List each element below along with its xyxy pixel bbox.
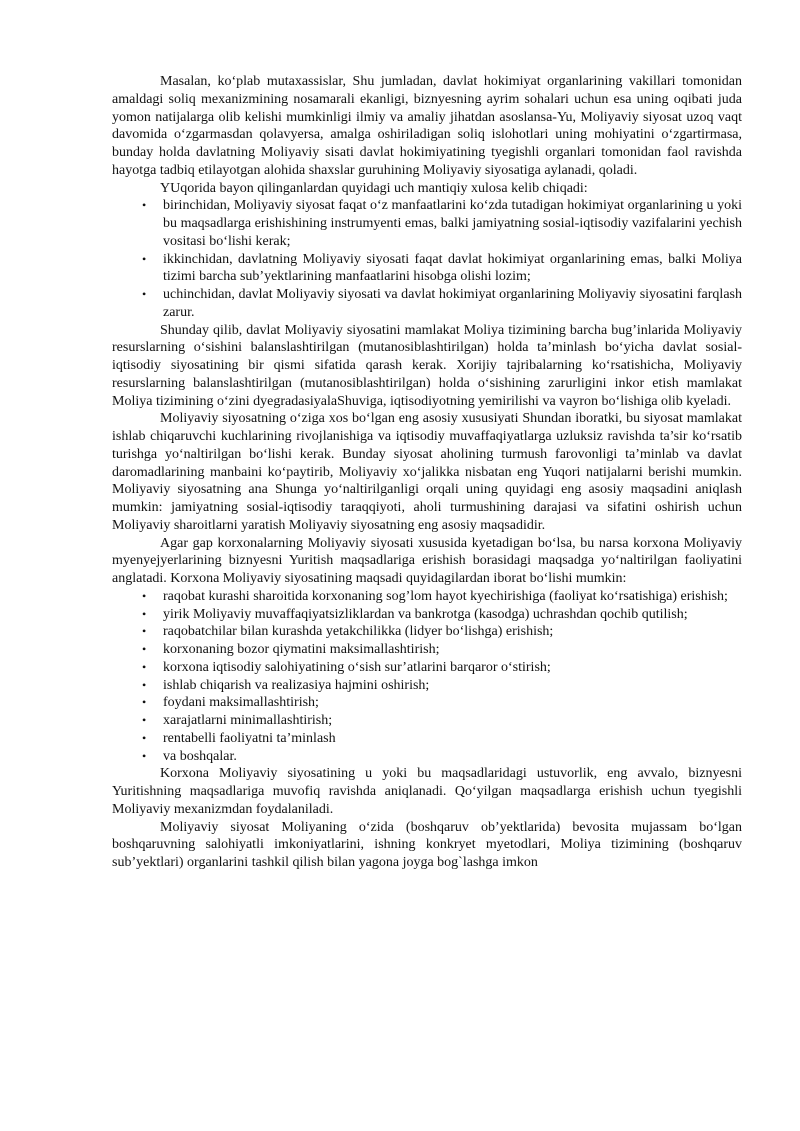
list-item-text: rentabelli faoliyatni ta’minlash bbox=[163, 730, 336, 746]
list-item bbox=[112, 251, 742, 287]
bullet-icon: • bbox=[142, 642, 147, 656]
bullet-icon: • bbox=[142, 730, 147, 745]
list-item-text: uchinchidan, davlat Moliyaviy siyosati va davlat hokimiyat organlarining Moliyaviy siyosatini farqlash zarur. bbox=[163, 287, 742, 320]
list-item-text: korxona iqtisodiy salohiyatining o‘sish sur’atlarini barqaror o‘stirish; bbox=[163, 659, 551, 675]
bullet-icon: • bbox=[142, 251, 147, 266]
list-item-text: foydani maksimallashtirish; bbox=[163, 695, 319, 711]
bullet-icon: • bbox=[142, 677, 147, 692]
list-item bbox=[112, 659, 742, 677]
list-item bbox=[112, 641, 742, 659]
list-item-text: raqobatchilar bilan kurashda yetakchilikka (lidyer bo‘lishga) erishish; bbox=[163, 624, 554, 640]
paragraph: YUqorida bayon qilinganlardan quyidagi uch mantiqiy xulosa kelib chiqadi: bbox=[160, 180, 588, 196]
list-item-text: raqobat kurashi sharoitida korxonaning sog’lom hayot kyechirishiga (faoliyat ko‘rsatishiga) erishish; bbox=[163, 588, 728, 604]
bullet-icon: • bbox=[142, 198, 147, 213]
paragraph: Masalan, ko‘plab mutaxassislar, Shu jumladan, davlat hokimiyat organlarining vakillari tomonidan amaldagi soliq mexanizmining nosamarali ekanligi, biznyesning ayrim sohalari uchun esa uning oqibati juda yomon natijalarga olib kelishi mumkinligi ilmiy va amaliy jihatdan asoslansa-Yu, Moliyaviy siyosat uzoq vaqt davomida o‘zgarmasdan qolavyersa, amalga oshiriladigan soliq islohotlari uning mohiyatini o‘zgartirmasa, bunday holda davlatning Moliyaviy sisati davlat hokimiyatining tyegishli organlari tomonidan faol ravishda hayotga tadbiq etilayotgan alohida shaxslar guruhining Moliyaviy siyosatiga aylanadi, qoladi. bbox=[112, 74, 742, 178]
bullet-icon: • bbox=[142, 588, 147, 603]
list-item-text: ishlab chiqarish va realizasiya hajmini oshirish; bbox=[163, 677, 430, 693]
bullet-icon: • bbox=[142, 748, 147, 763]
bullet-icon: • bbox=[142, 659, 147, 674]
document-page bbox=[112, 73, 742, 872]
list-item-text: yirik Moliyaviy muvaffaqiyatsizliklardan va bankrotga (kasodga) uchrashdan qochib qutilish; bbox=[163, 606, 688, 622]
list-item bbox=[112, 606, 742, 624]
list-item bbox=[112, 677, 742, 695]
list-item-text: korxonaning bozor qiymatini maksimallashtirish; bbox=[163, 642, 440, 657]
list-item bbox=[112, 712, 742, 730]
bullet-icon: • bbox=[142, 713, 147, 727]
paragraph: Shunday qilib, davlat Moliyaviy siyosatini mamlakat Moliya tizimining barcha bug’inlarida Moliyaviy resurslarning o‘sishini balanslashtirilgan (mutanosiblashtirilgan) holda ta’minlash bo‘yicha davlat sosial-iqtisodiy siyosatining bir qismi sifatida qarash kerak. Xorijiy tajribalarning ko‘rsatishicha, Moliyaviy resurslarning balanslashtirilgan (mutanosiblashtirilgan) holda o‘sishining zarurligini inkor etish mamlakat Moliya tizimining o‘zini dyegradasiyalaShuviga, iqtisodiyotning yemirilishi va vayron bo‘lishiga olib kyeladi. bbox=[112, 322, 742, 409]
list-item bbox=[112, 623, 742, 641]
list-item-text: xarajatlarni minimallashtirish; bbox=[163, 713, 333, 728]
bullet-icon: • bbox=[142, 624, 147, 639]
conclusions-list bbox=[112, 197, 742, 321]
list-item bbox=[112, 748, 742, 766]
list-item-text: ikkinchidan, davlatning Moliyaviy siyosati faqat davlat hokimiyat organlarining emas, balki Moliya tizimi barcha sub’yektlarining manfaatlarini hisobga olishi lozim; bbox=[163, 251, 742, 285]
list-item-text: va boshqalar. bbox=[163, 748, 237, 764]
paragraph: Korxona Moliyaviy siyosatining u yoki bu maqsadlaridagi ustuvorlik, eng avvalo, biznyesni Yuritishning maqsadlariga muvofiq ravishda aniqlanadi. Qo‘yilgan maqsadlarga erishish uchun tyegishli Moliyaviy mexanizmdan foydalaniladi. bbox=[112, 766, 742, 817]
goals-list bbox=[112, 588, 742, 766]
list-item-text: birinchidan, Moliyaviy siyosat faqat o‘z manfaatlarini ko‘zda tutadigan hokimiyat organlarining u yoki bu maqsadlarga erishishining instrumyenti emas, balki jamiyatning sosial-iqtisodiy vazifalarini yechish vositasi bo‘lishi kerak; bbox=[163, 198, 742, 249]
list-item bbox=[112, 286, 742, 322]
bullet-icon: • bbox=[142, 606, 147, 621]
bullet-icon: • bbox=[142, 695, 147, 710]
paragraph: Moliyaviy siyosat Moliyaning o‘zida (boshqaruv ob’yektlarida) bevosita mujassam bo‘lgan boshqaruvning salohiyatli imkoniyatlarini, ishning konkryet myetodlari, Moliya tizimining (boshqaruv sub’yektlari) organlarini tashkil qilish bilan yagona joyga bog`lashga imkon bbox=[112, 819, 742, 870]
list-item bbox=[112, 197, 742, 250]
paragraph: Moliyaviy siyosatning o‘ziga xos bo‘lgan eng asosiy xususiyati Shundan iboratki, bu siyosat mamlakat ishlab chiqaruvchi kuchlarining rivojlanishiga va iqtisodiy muvaffaqiyatlarga uzluksiz ravishda ta’sir ko‘rsatib turishga yo‘naltirilgan bo‘lishi kerak. Bunday siyosat aholining turmush farovonligi ta’minlab va davlat daromadlarining manbaini ko‘paytirib, Moliyaviy xo‘jalikka nisbatan eng Yuqori natijalarni berishi mumkin. Moliyaviy siyosatning ana Shunga yo‘naltirilganligi orqali uning quyidagi eng asosiy maqsadini aniqlash mumkin: jamiyatning sosial-iqtisodiy taraqqiyoti, aholi turmushining darajasi va sifatini oshirish uchun Moliyaviy sharoitlarni yaratish Moliyaviy siyosatning eng asosiy maqsadidir. bbox=[112, 411, 742, 533]
list-item bbox=[112, 588, 742, 606]
paragraph: Agar gap korxonalarning Moliyaviy siyosati xususida kyetadigan bo‘lsa, bu narsa korxona Moliyaviy myenyejyerlarining biznyesni Yuritish maqsadlariga erishish borasidagi maqsadga yo‘naltirilgan faoliyatini anglatadi. Korxona Moliyaviy siyosatining maqsadi quyidagilardan iborat bo‘lishi mumkin: bbox=[112, 535, 742, 586]
list-item bbox=[112, 694, 742, 712]
bullet-icon: • bbox=[142, 287, 147, 301]
list-item bbox=[112, 730, 742, 748]
